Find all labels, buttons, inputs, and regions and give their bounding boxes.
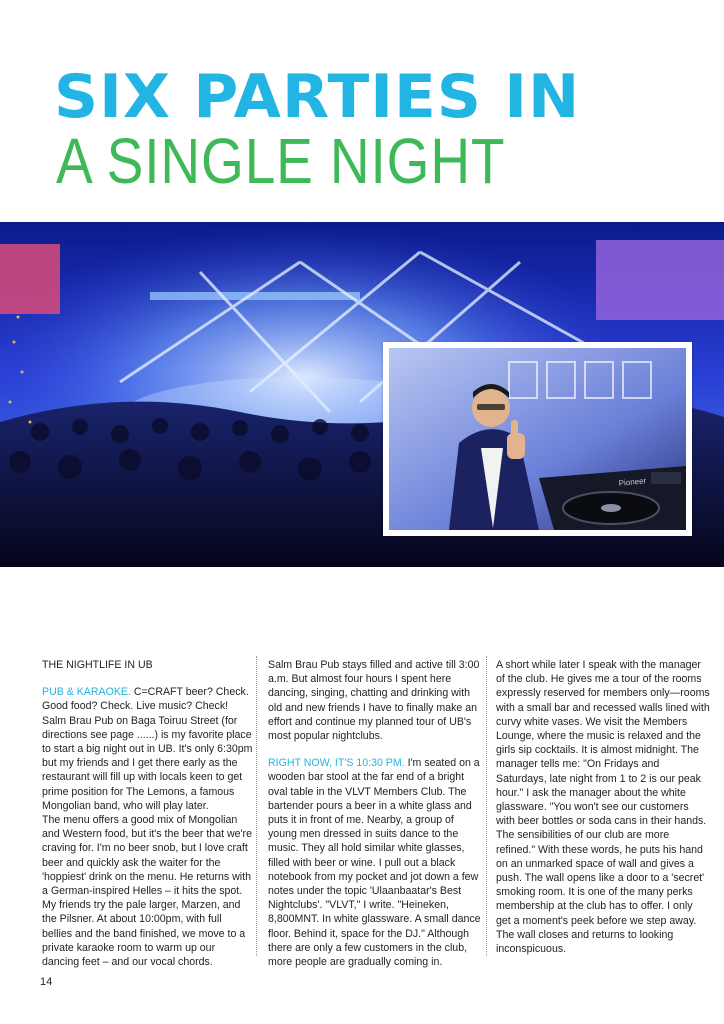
paragraph-right-now xyxy=(268,756,482,969)
page-number: 14 xyxy=(40,976,53,988)
headline-line-2: A SINGLE NIGHT xyxy=(56,125,506,197)
paragraph-1-text: C=CRAFT beer? Check. Good food? Check. Live music? Check! Salm Brau Pub on Baga Toiruu Street (for directions see page ......) is my favorite place to start a big night out in UB. It's only 6:30pm but my friends and I get there early as the restaurant will fill up with locals keen to get prime position for The Lemons, a famous Mongolian band, who will play later. xyxy=(42,686,253,812)
inset-photo-frame xyxy=(383,342,692,536)
paragraph-3: Salm Brau Pub stays filled and active till 3:00 a.m. But almost four hours I spent here dancing, singing, chatting and drinking with old and new friends I have to finally make an effort and continue my planned tour of UB's most popular nightclubs. xyxy=(268,659,480,743)
lead-in-pub-karaoke: PUB & KARAOKE. xyxy=(42,686,131,699)
lead-in-right-now: RIGHT NOW, IT'S 10:30 PM. xyxy=(268,757,405,770)
dj-thumbs-up-turntables-photo xyxy=(389,348,686,530)
column-divider-2 xyxy=(486,656,487,956)
paragraph-pub-karaoke xyxy=(42,685,254,969)
inset-brand-logo: Pioneer xyxy=(618,476,647,488)
paragraph-4-text: I'm seated on a wooden bar stool at the far end of a bright oval table in the VLVT Members Club. The bartender pours a beer in a white glass and puts it in front of me. Nearby, a group of young men dressed in suits dance to the music. They all hold similar white glasses, filled with beer or wine. I pull out a black notebook from my pocket and jot down a few notes under the topic 'Ulaanbaatar's Best Nightclubs'. "VLVT," I write. "Heineken, 8,800MNT. In white glassware. A small dance floor. Behind it, space for the DJ." Although there are only a few customers in the club, more people are gradually coming in. xyxy=(268,757,481,969)
paragraph-2-text: The menu offers a good mix of Mongolian and Western food, but it's the beer that we're craving for. I'm no beer snob, but I love craft beer and quickly ask the waiter for the 'hoppiest' drink on the menu. He returns with a German-inspired Helles – it hits the spot. My friends try the pale larger, Marzen, and the Pilsner. At about 10:00pm, with full bellies and the band finished, we move to a private karaoke room to warm up our dancing feet – and our vocal chords. xyxy=(42,814,252,969)
paragraph-5: A short while later I speak with the manager of the club. He gives me a tour of the rooms expressly reserved for members only—rooms with a small bar and recessed walls lined with curvy white vases. We visit the Members Lounge, where the music is relaxed and the girls sip cocktails. It is almost midnight. The manager tells me: "On Fridays and Saturdays, late night from 1 to 2 is our peak hour." I ask the manager about the white glassware. "You won't see our customers with beer bottles or soda cans in their hands. The sensibilities of our club are more refined." With these words, he puts his hand on an unmarked space of wall and gives a push. The wall opens like a door to a 'secret' smoking room. It is one of the many perks membership at the club has to offer. I only get a moment's peek before we step away. The wall closes and returns to looking inconspicuous. xyxy=(496,659,710,956)
headline-line-1: SIX PARTIES IN xyxy=(54,62,581,132)
article-column-1 xyxy=(42,658,254,982)
article-column-2 xyxy=(268,658,482,982)
column-divider-1 xyxy=(256,656,257,956)
article-column-3 xyxy=(496,658,710,969)
section-heading: THE NIGHTLIFE IN UB xyxy=(42,659,153,671)
